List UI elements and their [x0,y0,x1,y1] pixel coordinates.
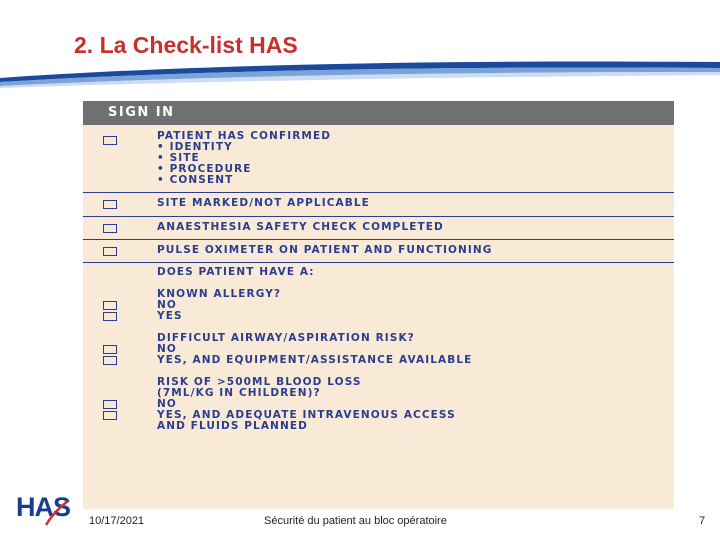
footer-title: Sécurité du patient au bloc opératoire [264,515,447,527]
checkbox-site-marked[interactable] [103,200,117,209]
allergy-yes: YES [157,310,183,322]
checkbox-blood-loss-no[interactable] [103,400,117,409]
has-logo-text: HAS [16,492,71,522]
site-marked-label: SITE MARKED/NOT APPLICABLE [157,197,370,209]
blood-loss-title-line1: RISK OF >500ML BLOOD LOSS [157,376,362,388]
checkbox-pulse-oximeter[interactable] [103,247,117,256]
blood-loss-title-line2: (7ML/KG IN CHILDREN)? [157,387,321,399]
sign-in-header: SIGN IN [83,101,674,125]
has-logo-accent-icon [44,497,70,527]
site-marked-row [83,193,674,217]
checkbox-allergy-yes[interactable] [103,312,117,321]
checkbox-anaesthesia[interactable] [103,224,117,233]
checkbox-airway-yes[interactable] [103,356,117,365]
airway-no: NO [157,343,177,355]
who-checklist-image [83,101,674,509]
pulse-oximeter-row [83,240,674,263]
header-swoosh [0,52,720,102]
patient-risks-section [83,263,674,449]
checkbox-blood-loss-yes[interactable] [103,411,117,420]
checkbox-allergy-no[interactable] [103,301,117,310]
confirmed-item-identity: • IDENTITY [157,141,233,153]
patient-confirmed-row [83,125,674,193]
confirmed-item-consent: • CONSENT [157,174,234,186]
patient-confirmed-title: PATIENT HAS CONFIRMED [157,130,332,142]
footer-date: 10/17/2021 [89,515,145,527]
slide-title: 2. La Check-list HAS [74,32,298,58]
allergy-no: NO [157,299,177,311]
airway-title: DIFFICULT AIRWAY/ASPIRATION RISK? [157,332,415,344]
airway-yes: YES, AND EQUIPMENT/ASSISTANCE AVAILABLE [157,354,473,366]
does-patient-have-label: DOES PATIENT HAVE A: [157,266,315,278]
checkbox-patient-confirmed[interactable] [103,136,117,145]
confirmed-item-site: • SITE [157,152,200,164]
confirmed-item-procedure: • PROCEDURE [157,163,252,175]
allergy-title: KNOWN ALLERGY? [157,288,282,300]
pulse-oximeter-label: PULSE OXIMETER ON PATIENT AND FUNCTIONING [157,244,493,256]
page-number: 7 [699,515,706,527]
checkbox-airway-no[interactable] [103,345,117,354]
anaesthesia-label: ANAESTHESIA SAFETY CHECK COMPLETED [157,221,444,233]
blood-loss-yes-line1: YES, AND ADEQUATE INTRAVENOUS ACCESS [157,409,456,421]
blood-loss-no: NO [157,398,177,410]
blood-loss-yes-line2: AND FLUIDS PLANNED [157,420,308,432]
anaesthesia-row [83,217,674,240]
